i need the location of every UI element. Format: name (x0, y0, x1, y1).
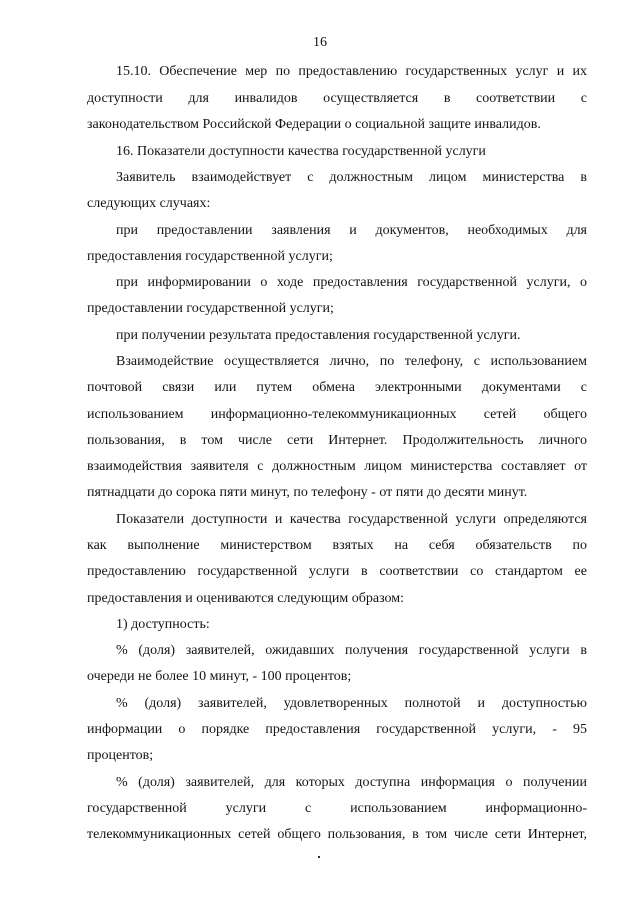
text-line: при получении результата предоставления государственной услуги. (116, 328, 521, 343)
text-line: доступности для инвалидов осуществляется в соответствии с (87, 91, 587, 106)
text-line: предоставления государственной услуги; (87, 249, 333, 264)
text-line: предоставления и оцениваются следующим образом: (87, 591, 405, 606)
text-line: государственной услуги с использованием информационно- (87, 801, 587, 816)
text-line: очереди не более 10 минут, - 100 процентов; (87, 669, 352, 684)
text-line: следующих случаях: (87, 196, 211, 211)
text-line: пятнадцати до сорока пяти минут, по телефону - от пяти до десяти минут. (87, 485, 528, 500)
text-line: почтовой связи или путем обмена электронными документами с (87, 380, 587, 395)
text-line: использованием информационно-телекоммуникационных сетей общего (87, 407, 587, 422)
text-line: телекоммуникационных сетей общего пользования, в том числе сети Интернет, (87, 827, 587, 842)
section-heading: 16. Показатели доступности качества государственной услуги (116, 144, 486, 159)
text-line: информации о порядке предоставления государственной услуги, - 95 (87, 722, 587, 737)
scan-speck (318, 856, 320, 858)
text-line: 15.10. Обеспечение мер по предоставлению государственных услуг и их (116, 64, 587, 79)
text-line: предоставлению государственной услуги в соответствии со стандартом ее (87, 564, 587, 579)
page-number: 16 (313, 35, 327, 50)
text-line: законодательством Российской Федерации о социальной защите инвалидов. (87, 117, 541, 132)
text-line: Взаимодействие осуществляется лично, по телефону, с использованием (116, 354, 587, 369)
text-line: взаимодействия заявителя с должностным лицом министерства составляет от (87, 459, 587, 474)
text-line: процентов; (87, 748, 154, 763)
text-line: при информировании о ходе предоставления государственной услуги, о (116, 275, 587, 290)
text-line: как выполнение министерством взятых на себя обязательств по (87, 538, 587, 553)
text-line: Заявитель взаимодействует с должностным лицом министерства в (116, 170, 587, 185)
text-line: % (доля) заявителей, удовлетворенных полнотой и доступностью (116, 696, 587, 711)
text-line: предоставлении государственной услуги; (87, 301, 334, 316)
list-label: 1) доступность: (116, 617, 210, 632)
text-line: пользования, в том числе сети Интернет. Продолжительность личного (87, 433, 587, 448)
text-line: % (доля) заявителей, ожидавших получения государственной услуги в (116, 643, 587, 658)
text-line: при предоставлении заявления и документов, необходимых для (116, 223, 587, 238)
text-line: % (доля) заявителей, для которых доступна информация о получении (116, 775, 587, 790)
text-line: Показатели доступности и качества государственной услуги определяются (116, 512, 587, 527)
